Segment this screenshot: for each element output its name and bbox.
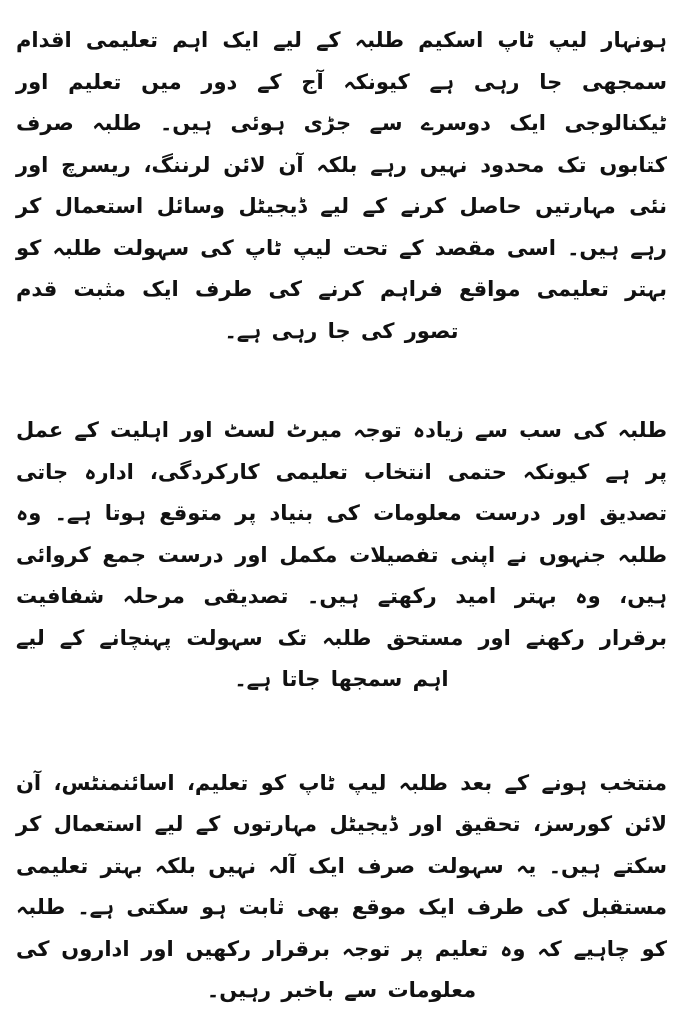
paragraph-merit-list-eligibility: طلبہ کی سب سے زیادہ توجہ میرٹ لسٹ اور اہلیت کے عمل پر ہے کیونکہ حتمی انتخاب تعلیمی کارکردگی، ادارہ جاتی تصدیق اور درست معلومات کی بنیاد پر متوقع ہوتا ہے۔ وہ طلبہ جنہوں نے اپنی تفصیلات مکمل اور درست جمع کروائی ہیں، وہ بہتر امید رکھتے ہیں۔ تصدیقی مرحلہ شفافیت برقرار رکھنے اور مستحق طلبہ تک سہولت پہنچانے کے لیے اہم سمجھا جاتا ہے۔ [16, 418, 667, 691]
paragraph-after-selection: منتخب ہونے کے بعد طلبہ لیپ ٹاپ کو تعلیم، اسائنمنٹس، آن لائن کورسز، تحقیق اور ڈیجیٹل مہارتوں کے لیے استعمال کر سکتے ہیں۔ یہ سہولت صرف ایک آلہ نہیں بلکہ بہتر تعلیمی مستقبل کی طرف ایک موقع بھی ثابت ہو سکتی ہے۔ طلبہ کو چاہیے کہ وہ تعلیم پر توجہ برقرار رکھیں اور اداروں کی معلومات سے باخبر رہیں۔ [16, 770, 667, 1002]
paragraph-laptop-scheme-intro: ہونہار لیپ ٹاپ اسکیم طلبہ کے لیے ایک اہم تعلیمی اقدام سمجھی جا رہی ہے کیونکہ آج کے دور میں تعلیم اور ٹیکنالوجی ایک دوسرے سے جڑی ہوئی ہیں۔ طلبہ صرف کتابوں تک محدود نہیں رہے بلکہ آن لائن لرننگ، ریسرچ اور نئی مہارتیں حاصل کرنے کے لیے ڈیجیٹل وسائل استعمال کر رہے ہیں۔ اسی مقصد کے تحت لیپ ٹاپ کی سہولت طلبہ کو بہتر تعلیمی مواقع فراہم کرنے کی طرف ایک مثبت قدم تصور کی جا رہی ہے۔ [16, 28, 667, 343]
